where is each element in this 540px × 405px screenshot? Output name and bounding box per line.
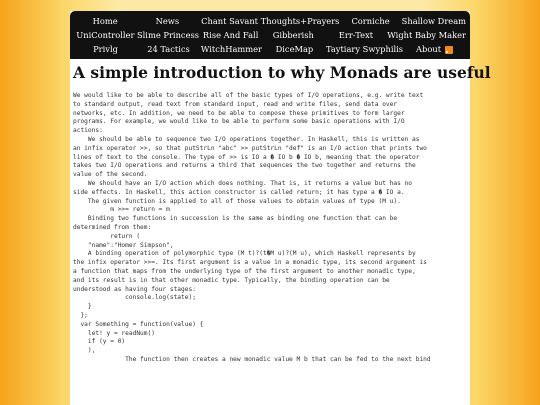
nav-row-1	[70, 14, 470, 28]
body-line: if (y = 0)	[73, 338, 126, 346]
nav-link-gibberish[interactable]: Gibberish	[272, 30, 314, 40]
nav-link-privlg[interactable]: Privlg	[93, 44, 118, 54]
article-title: A simple introduction to why Monads are useful	[73, 63, 491, 82]
body-line: The given function is applied to all of those values to obtain values of type (M u).	[73, 197, 401, 205]
body-line: ),	[73, 347, 96, 355]
body-line: actions:	[73, 127, 103, 135]
nav-link-thoughts-prayers[interactable]: Thoughts+Prayers	[260, 16, 340, 26]
body-line: side effects. In Haskell, this action constructor is called return; it has type a � IO a.	[73, 188, 405, 196]
body-line: understood as having four stages:	[73, 285, 196, 293]
nav-link-24-tactics[interactable]: 24 Tactics	[147, 44, 190, 54]
nav-row-3	[70, 42, 470, 56]
page-container	[70, 11, 491, 405]
nav-link-taytiary-swyphilis[interactable]: Taytiary Swyphilis	[325, 44, 404, 54]
nav-link-dicemap[interactable]: DiceMap	[275, 44, 314, 54]
body-line: to standard output, read text from standard input, read and write files, send data over	[73, 100, 398, 108]
top-navigation	[70, 11, 470, 59]
body-line: determined from them:	[73, 223, 152, 231]
body-line: lines of text to the console. The type of >> is IO a � IO b � IO b, meaning that the operator	[73, 153, 420, 161]
nav-link-news[interactable]: News	[155, 16, 180, 26]
nav-link-witchhammer[interactable]: WitchHammer	[200, 44, 263, 54]
body-line: };	[73, 311, 88, 319]
body-line: networks, etc. In addition, we need to be able to compose these primitives to form larger	[73, 109, 405, 117]
nav-row-2	[70, 28, 470, 42]
nav-link-corniche[interactable]: Corniche	[351, 16, 390, 26]
nav-link-home[interactable]: Home	[92, 16, 118, 26]
nav-link-unicontroller[interactable]: UniController	[76, 30, 135, 40]
body-line: value of the second.	[73, 171, 148, 179]
nav-link-about[interactable]	[403, 42, 466, 56]
body-line: m >>= return = m	[73, 206, 170, 214]
body-line: return (	[73, 232, 141, 240]
body-line: and its result is in that other monadic type. Typically, the binding operation can be	[73, 276, 390, 284]
nav-link-err-text[interactable]: Err-Text	[338, 30, 374, 40]
nav-link-slime-princess[interactable]: Slime Princess	[136, 30, 199, 40]
body-line: "name":"Homer Simpson",	[73, 241, 174, 249]
body-line: We should have an I/O action which does nothing. That is, it returns a value but has no	[73, 179, 412, 187]
body-line: A binding operation of polymorphic type (M t)?(t�M u)?(M u), which Haskell represents by	[73, 250, 416, 258]
body-line: The function then creates a new monadic value M b that can be fed to the next bind	[73, 355, 431, 363]
body-line: We should be able to sequence two I/O operations together. In Haskell, this is written as	[73, 135, 420, 143]
rss-icon[interactable]	[445, 46, 453, 54]
body-line: Binding two functions in succession is the same as binding one function that can be	[73, 215, 398, 223]
nav-link-shallow-dream[interactable]: Shallow Dream	[401, 16, 467, 26]
body-line: var Something = function(value) {	[73, 320, 204, 328]
body-line: let! y = readNum()	[73, 329, 155, 337]
nav-link-about-label: About	[416, 44, 442, 54]
nav-link-rise-and-fall[interactable]: Rise And Fall	[202, 30, 259, 40]
body-line: programs. For example, we would like to be able to perform some basic operations with I/O	[73, 118, 405, 126]
body-line: a function that maps from the underlying type of the first argument to another monadic type,	[73, 267, 416, 275]
body-line: }	[73, 303, 92, 311]
body-line: an infix operator >>, so that putStrLn "abc" >> putStrLn "def" is an I/O action that prints two	[73, 144, 427, 152]
body-line: takes two I/O operations and returns a third that sequences the two together and returns the	[73, 162, 416, 170]
article-body	[73, 92, 467, 365]
body-line: console.log(state);	[73, 294, 196, 302]
body-line: the infix operator >>=. Its first argument is a value in a monadic type, its second argument is	[73, 259, 427, 267]
body-line: We would like to be able to describe all of the basic types of I/O operations, e.g. write text	[73, 92, 424, 99]
nav-link-chant-savant[interactable]: Chant Savant	[201, 16, 259, 26]
nav-link-wight-baby-maker[interactable]: Wight Baby Maker	[387, 30, 466, 40]
article	[70, 59, 491, 367]
